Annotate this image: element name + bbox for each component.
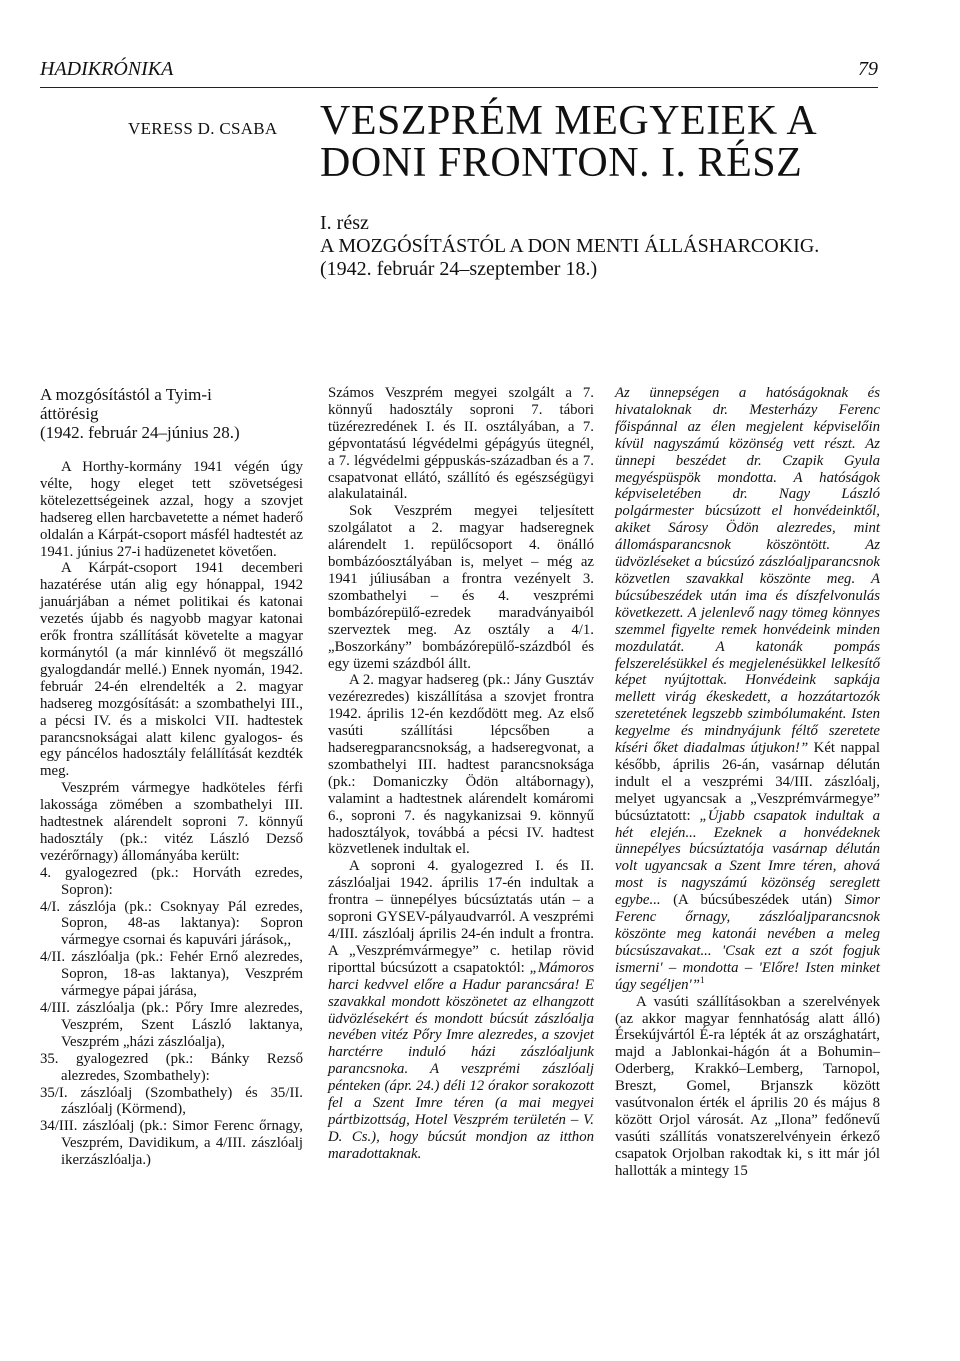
text-column-2 xyxy=(328,385,594,1163)
subtitle-line-2: A MOZGÓSÍTÁSTÓL A DON MENTI ÁLLÁSHARCOKIG. xyxy=(320,235,820,257)
article-title-line-1: VESZPRÉM MEGYEIEK A xyxy=(320,98,818,144)
article-author: VERESS D. CSABA xyxy=(128,119,278,138)
subtitle-line-3: (1942. február 24–szeptember 18.) xyxy=(320,258,598,280)
paragraph: A Kárpát-csoport 1941 decemberi hazatérése után alig egy hónappal, 1942 januárjában a német politikai és katonai vezetés újabb és nagyobb magyar katonai erők frontra szállítását követelte a magyar kormánytól (a már kinnlévő öt megszálló gyalogdandár mellé.) Ennek nyomán, 1942. február 24-én elrendelték a 2. magyar hadsereg mozgósítását: a szombathelyi III., a pécsi IV. és a miskolci VII. hadtestek parancsnokságai alatt kilenc gyalogos- és egy páncélos hadosztály felállítását kezdték meg. xyxy=(40,560,303,780)
subtitle-line-1: I. rész xyxy=(320,212,369,234)
list-item: 4/II. zászlóalja (pk.: Fehér Ernő alezredes, Sopron, 18-as laktanya), Veszprém vármegye pápai járása, xyxy=(40,949,303,1000)
text-column-1 xyxy=(40,385,303,1169)
text-column-3 xyxy=(615,385,880,1180)
list-item: 34/III. zászlóalj (pk.: Simor Ferenc őrnagy, Veszprém, Davidikum, a 4/III. zászlóalj ikerzászlóalja.) xyxy=(40,1118,303,1169)
paragraph-text: (A búcsúbeszédek után) xyxy=(660,892,845,909)
paragraph xyxy=(615,385,880,994)
page-number: 79 xyxy=(858,58,878,80)
paragraph: Veszprém vármegye hadköteles férfi lakossága zömében a szombathelyi III. hadtestnek alárendelt soproni 7. könnyű hadosztály (pk.: vitéz László Dezső vezérőrnagy) állományába került: xyxy=(40,780,303,864)
list-item: 35. gyalogezred (pk.: Bánky Rezső alezredes, Szombathely): xyxy=(40,1050,303,1084)
section-heading-line-3: (1942. február 24–június 28.) xyxy=(40,423,240,442)
paragraph: Sok Veszprém megyei teljesített szolgálatot a 2. magyar hadseregnek alárendelt 1. repülőcsoport 4. önálló bombázóosztályában is, melyet – még az 1941 júliusában a frontra vezényelt 3. szombathelyi – és 4. veszprémi bombázórepülő-ezredek maradványaiból szerveztek meg. Az osztály a 4/1. „Boszorkány” bombázórepülő-százdból és egy üzemi százdból állt. xyxy=(328,503,594,672)
article-title xyxy=(320,100,817,184)
section-heading-line-2: áttörésig xyxy=(40,404,99,423)
paragraph xyxy=(328,858,594,1162)
page-header xyxy=(40,58,878,86)
spacer xyxy=(40,442,303,459)
article-subtitle xyxy=(320,212,819,281)
section-heading xyxy=(40,385,303,442)
paragraph: Számos Veszprém megyei szolgált a 7. könnyű hadosztály soproni 7. tábori tüzérezredének I. és II. osztályában, a 7. gépvontatású légvédelmi gépágyús ütegnél, a 7. légvédelmi géppuskás-században és a 7. csapatvonat ellátó, szállító és egészségügyi alakulatainál. xyxy=(328,385,594,503)
article-title-line-2: DONI FRONTON. I. RÉSZ xyxy=(320,140,803,186)
quotation: „Mámoros harci kedvvel előre a Hadur parancsára! E szavakkal mondott köszönetet az elhangzott üdvözlésekért és mondott búcsút zászlóalja nevében vitéz Pőry Imre alezredes, a szovjet harctérre induló házi zászlóaljunk parancsnoka. A veszprémi zászlóalj pénteken (ápr. 24.) déli 12 órakor sorakozott fel a Szent Imre téren (a mai megyei pártbizottság, Hotel Veszprém területén – V. D. Cs.), hogy búcsút mondjon az itthon maradottaknak. xyxy=(328,959,594,1162)
list-item: 4/I. zászlója (pk.: Csoknyay Pál ezredes, Sopron, 48-as laktanya): Sopron vármegye csornai és kapuvári járások,, xyxy=(40,898,303,949)
list-item: 4/III. zászlóalja (pk.: Pőry Imre alezredes, Veszprém, Szent László laktanya, Veszprém „házi zászlóalja), xyxy=(40,1000,303,1050)
quotation: „Újabb csapatok indultak a hét elején... Ezeknek a honvédeknek ünnepélyes búcsúztatója vasárnap délután volt ugyancsak a Szent Imre téren, ahová most is nagyszámú közönség sereglett egybe... xyxy=(615,807,880,909)
paragraph-text: Két nappal később, április 26-án, vasárnap délután indult el a veszprémi 34/III. zászlóalj, melyet ugyancsak a „Veszprémvármegye” búcsúztatott: xyxy=(615,740,880,824)
footnote-ref: 1 xyxy=(699,974,705,985)
paragraph: A Horthy-kormány 1941 végén úgy vélte, hogy eleget tett szövetségesi kötelezettségeinek azzal, hogy a szovjet hadsereg ellen harcbavetette a német haderő oldalán a Kárpát-csoport másfél hadtestét az 1941. június 27-i hadüzenetet követően. xyxy=(40,459,303,560)
paragraph: A vasúti szállításokban a szerelvények (az akkor magyar fennhatóság alatt álló) Érsekújvártól É-ra lépték át az országhatárt, majd a Jablonkai-hágón át a Bohumin–Oderberg, Krakkó–Lemberg, Tarnopol, Breszt, Gomel, Brjanszk között vasútvonalon érték el április 20 és május 8 között Orjol városát. Az „Ilona” fedőnevű vasúti szállítás vonatszerelvényein érkező csapatok Orjolban rakodtak ki, s itt már jól hallották a mintegy 15 xyxy=(615,993,880,1179)
journal-title: HADIKRÓNIKA xyxy=(40,58,174,80)
section-heading-line-1: A mozgósítástól a Tyim-i xyxy=(40,385,212,404)
list-item: 35/I. zászlóalj (Szombathely) és 35/II. zászlóalj (Körmend), xyxy=(40,1084,303,1118)
paragraph: A 2. magyar hadsereg (pk.: Jány Gusztáv vezérezredes) kiszállítása a szovjet frontra 1942. április 12-én kezdődött meg. Az első vasúti szállítási lépcsőben a hadseregparancsnokság, a hadseregvonat, a szombathelyi III. hadtest parancsnoksága (pk.: Domaniczky Ödön altábornagy), valamint a hadtestnek alárendelt komáromi 6., soproni 7. és nagykanizsai 9. könnyű hadosztályok, továbbá a pécsi IV. hadtest közvetlenek indultak el. xyxy=(328,672,594,858)
quotation: Simor Ferenc őrnagy, zászlóaljparancsnok köszönte meg katonái nevében a meleg búcsúszavakat... 'Csak ezt a szót fogjuk ismerni' – mondotta – 'Előre! Isten minket úgy segéljen'” xyxy=(615,892,880,993)
paragraph-text: A soproni 4. gyalogezred I. és II. zászlóaljai 1942. április 17-én indultak a frontra – ünnepélyes búcsúztatás után – a soproni GYSEV-pályaudvarról. A veszprémi 4/III. zászlóalj április 24-én indult a frontra. A „Veszprémvármegye” c. hetilap rövid riporttal búcsúzott a csapatoktól: xyxy=(328,858,594,976)
list-item: 4. gyalogezred (pk.: Horváth ezredes, Sopron): xyxy=(40,864,303,898)
header-rule xyxy=(40,87,878,88)
quotation: Az ünnepségen a hatóságoknak és hivataloknak dr. Mesterházy Ferenc főispánnal az élen megjelent képviselőin kívül nagyszámú közönség vett részt. Az ünnepi beszédet dr. Czapik Gyula megyéspüspök mondotta. A hatóságok képviseletében dr. Nagy László polgármester búcsúzott el honvédeinktől, akiket Sárosy Ödön alezredes, mint állomásparancsnok köszöntött. Az üdvözléseket a búcsúzó zászlóaljparancsnok közvetlen szavakkal köszönte meg. A búcsúbeszédek után ima és díszfelvonulás következett. A jelenlevő nagy tömeg könnyes szemmel figyelte remek honvédeink minden mozdulatát. A katonák pompás felszerelésükkel és megjelenésükkel lelkesítő képet nyújtottak. Honvédeink sapkája mellett virág ékeskedett, a hozzátartozók szeretetének legszebb szimbólumaként. Isten kegyelme és mindnyájunk féltő szeretete kíséri őket diadalmas útjukon!” xyxy=(615,385,880,757)
